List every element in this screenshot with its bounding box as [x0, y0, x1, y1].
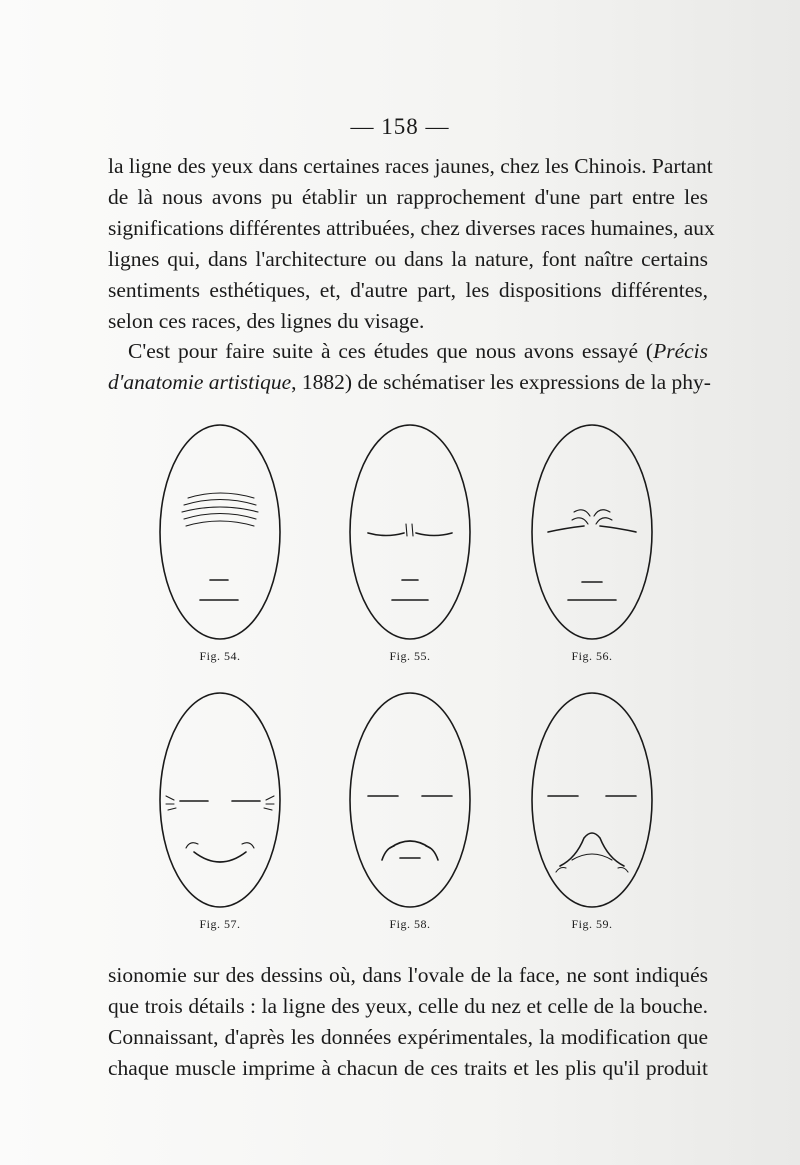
face-drawing-54 [150, 420, 290, 645]
text-line: sentiments esthétiques, et, d'autre part, les dispositions différentes, [108, 278, 708, 302]
text-line: Connaissant, d'après les données expérimentales, la modification que [108, 1025, 708, 1049]
italic-title: d'anatomie artistique [108, 370, 292, 394]
figure-58 [340, 688, 480, 932]
face-drawing-55 [340, 420, 480, 645]
text-line: la ligne des yeux dans certaines races jaunes, chez les Chinois. Partant [108, 154, 713, 178]
face-drawing-57 [150, 688, 290, 913]
figure-56 [522, 420, 662, 664]
face-drawing-59 [522, 688, 662, 913]
paragraph-3 [108, 960, 708, 1084]
italic-title: Précis [653, 339, 708, 363]
figure-caption: Fig. 59. [571, 917, 613, 931]
text-line: de là nous avons pu établir un rapprochement d'une part entre les [108, 185, 708, 209]
text-line: chaque muscle imprime à chacun de ces traits et les plis qu'il produit [108, 1056, 708, 1080]
text-run: , 1882) de schématiser les expressions de la phy- [291, 370, 711, 394]
figure-59 [522, 688, 662, 932]
figure-caption: Fig. 58. [389, 917, 431, 931]
page-number: — 158 — [350, 114, 450, 139]
figure-caption: Fig. 54. [199, 649, 241, 663]
text-line: que trois détails : la ligne des yeux, celle du nez et celle de la bouche. [108, 994, 708, 1018]
face-drawing-58 [340, 688, 480, 913]
figure-caption: Fig. 56. [571, 649, 613, 663]
text-line: selon ces races, des lignes du visage. [108, 309, 425, 333]
text-line: significations différentes attribuées, chez diverses races humaines, aux [108, 216, 715, 240]
figure-57 [150, 688, 290, 932]
figures-grid [150, 420, 670, 940]
text-line [108, 336, 708, 367]
text-line: sionomie sur des dessins où, dans l'ovale de la face, ne sont indiqués [108, 963, 708, 987]
figure-caption: Fig. 57. [199, 917, 241, 931]
face-drawing-56 [522, 420, 662, 645]
figure-caption: Fig. 55. [389, 649, 431, 663]
text-line: lignes qui, dans l'architecture ou dans la nature, font naître certains [108, 247, 708, 271]
figure-55 [340, 420, 480, 664]
figure-54 [150, 420, 290, 664]
paragraph-2 [108, 336, 711, 398]
text-run: C'est pour faire suite à ces études que nous avons essayé ( [128, 339, 654, 363]
text-line [108, 367, 711, 398]
paragraph-1 [108, 151, 715, 337]
